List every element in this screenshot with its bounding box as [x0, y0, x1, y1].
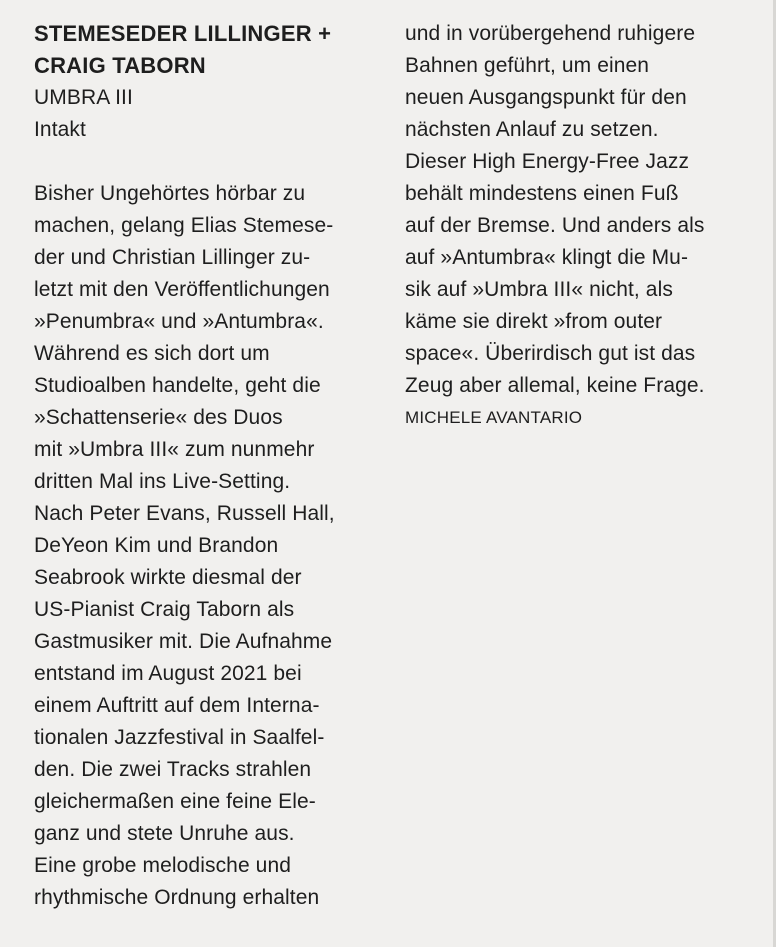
text-line: käme sie direkt »from outer — [405, 310, 663, 333]
text-line: einem Auftritt auf dem Interna- — [34, 694, 320, 717]
text-line: der und Christian Lillinger zu- — [34, 246, 311, 269]
text-line: US-Pianist Craig Taborn als — [34, 598, 295, 621]
text-line: rhythmische Ordnung erhalten — [34, 886, 320, 909]
text-line: DeYeon Kim und Brandon — [34, 534, 279, 557]
text-line: Eine grobe melodische und — [34, 854, 292, 877]
text-line: »Schattenserie« des Duos — [34, 406, 283, 429]
text-line: Bahnen geführt, um einen — [405, 54, 650, 77]
text-line: mit »Umbra III« zum nunmehr — [34, 438, 315, 461]
text-line: auf »Antumbra« klingt die Mu- — [405, 246, 689, 269]
left-column — [34, 18, 370, 914]
text-line: Bisher Ungehörtes hörbar zu — [34, 182, 306, 205]
text-line: nächsten Anlauf zu setzen. — [405, 118, 659, 141]
paragraph-gap — [34, 146, 370, 178]
text-line: neuen Ausgangspunkt für den — [405, 86, 687, 109]
text-line: sik auf »Umbra III« nicht, als — [405, 278, 673, 301]
text-line: Dieser High Energy-Free Jazz — [405, 150, 690, 173]
right-column — [405, 18, 745, 432]
text-line: space«. Überirdisch gut ist das — [405, 342, 696, 365]
right-body-text — [405, 18, 745, 402]
text-line: machen, gelang Elias Stemese- — [34, 214, 334, 237]
text-line: entstand im August 2021 bei — [34, 662, 302, 685]
text-line: Während es sich dort um — [34, 342, 270, 365]
text-line: Zeug aber allemal, keine Frage. — [405, 374, 705, 397]
text-line: behält mindestens einen Fuß — [405, 182, 679, 205]
author-name: MICHELE AVANTARIO — [405, 408, 583, 427]
text-line: ganz und stete Unruhe aus. — [34, 822, 295, 845]
left-body-text — [34, 178, 370, 914]
text-line: den. Die zwei Tracks strahlen — [34, 758, 312, 781]
text-line: gleichermaßen eine feine Ele- — [34, 790, 316, 813]
text-line: auf der Bremse. Und anders als — [405, 214, 705, 237]
text-line: tionalen Jazzfestival in Saalfel- — [34, 726, 325, 749]
artist-line-2: CRAIG TABORN — [34, 53, 206, 78]
text-line: dritten Mal ins Live-Setting. — [34, 470, 291, 493]
text-line: »Penumbra« und »Antumbra«. — [34, 310, 324, 333]
text-line: Seabrook wirkte diesmal der — [34, 566, 302, 589]
text-line: und in vorübergehend ruhigere — [405, 22, 696, 45]
text-line: Studioalben handelte, geht die — [34, 374, 321, 397]
artist-line-1: STEMESEDER LILLINGER + — [34, 21, 332, 46]
album-title: UMBRA III — [34, 86, 133, 109]
text-line: Nach Peter Evans, Russell Hall, — [34, 502, 335, 525]
record-label: Intakt — [34, 118, 86, 141]
text-line: letzt mit den Veröffentlichungen — [34, 278, 330, 301]
text-line: Gastmusiker mit. Die Aufnahme — [34, 630, 333, 653]
